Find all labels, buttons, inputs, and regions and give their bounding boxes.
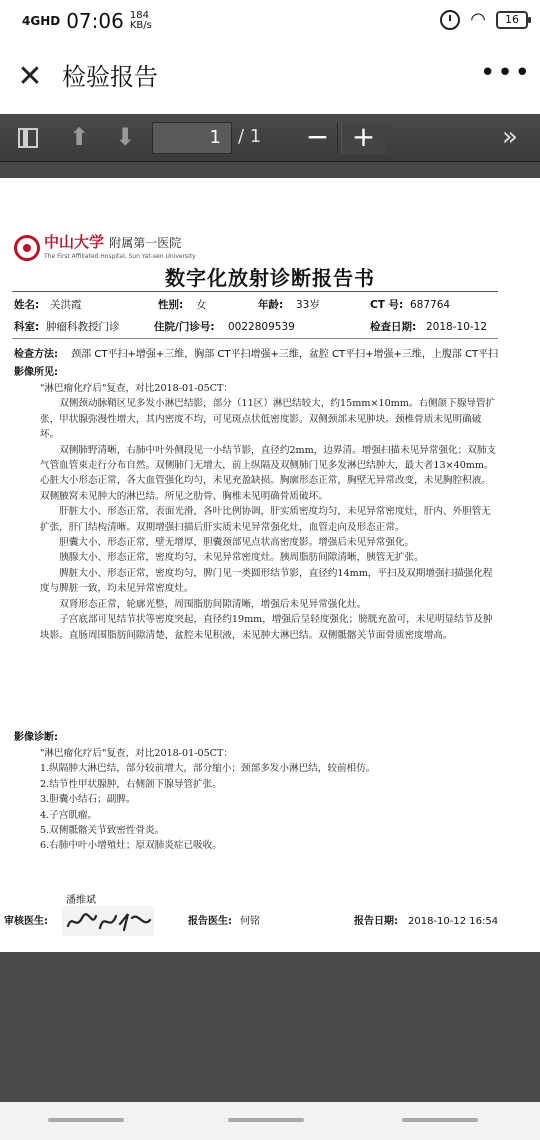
more-icon[interactable]: ••• [480,58,533,88]
ct-number: 687764 [410,299,451,311]
exam-method-row [14,348,540,362]
inpatient-number-label: 住院/门诊号: [154,321,215,333]
arrow-down-icon: ⬇ [114,123,136,151]
department: 肿瘤科教授门诊 [46,321,120,333]
report-date-label: 报告日期: [354,916,398,927]
report-page [0,178,540,952]
wifi-icon: ◠ [470,9,486,30]
inpatient-number: 0022809539 [228,321,295,333]
previous-page-button[interactable] [62,122,96,154]
double-chevron-right-icon: » [502,122,518,152]
diagnosis-label: 影像诊断: [14,732,58,743]
diagnosis-line: 4.子宫肌瘤。 [40,809,98,821]
diagnosis-line: 3.胆囊小结石；副脾。 [40,794,136,806]
logo-main-text: 中山大学 [44,233,105,251]
findings-paragraph: "淋巴瘤化疗后"复查，对比2018-01-05CT： [40,383,234,394]
patient-sex: 女 [196,299,207,311]
status-time: 07:06 [66,9,124,33]
findings-paragraph: 双肾形态正常，轮廓光整，周围脂肪间隙清晰，增强后未见异常强化灶。 [59,598,367,610]
findings-label: 影像所见: [14,367,58,378]
report-date: 2018-10-12 16:54 [408,916,499,927]
divider [12,291,498,292]
status-bar [0,0,540,42]
diagnosis-line: 1.纵隔肿大淋巴结，部分较前增大，部分缩小；颈部多发小淋巴结，较前相仿。 [40,763,376,775]
close-icon[interactable]: ✕ [17,59,43,94]
diagnosis-line: 6.右肺中叶小增殖灶；原双肺炎症已吸收。 [40,840,222,852]
findings-paragraph: 肝脏大小、形态正常，表面光滑，各叶比例协调，肝实质密度均匀，未见异常密度灶，肝内、外胆管无扩张，肝门结构清晰。双期增强扫描后肝实质未见异常强化灶，血管走向及形态正常。 [40,506,491,533]
nav-recents-indicator[interactable] [402,1118,478,1122]
ct-number-label: CT 号: [370,299,404,311]
app-header [0,42,540,114]
network-speed: 184 KB/s [129,10,152,31]
page-number-input[interactable]: 1 [152,122,232,154]
patient-age: 33岁 [296,299,320,311]
logo-english-text: The First Affiliated Hospital, Sun Yat-sen University [44,253,196,260]
sidebar-toggle-button[interactable] [12,122,44,154]
next-page-button[interactable] [108,122,142,154]
reporter-label: 报告医生: [188,916,232,927]
reviewer-label: 审核医生: [4,916,48,927]
page-title: 检验报告 [62,63,158,91]
zoom-in-button[interactable]: + [341,122,385,154]
diagnosis-text [40,746,500,854]
diagnosis-line: 2.结节性甲状腺肿，右侧颌下腺导管扩张。 [40,778,222,790]
report-title: 数字化放射诊断报告书 [165,266,375,290]
department-label: 科室: [14,321,40,333]
nav-home-indicator[interactable] [228,1118,304,1122]
divider [12,338,498,339]
zoom-out-button[interactable]: − [298,122,338,154]
findings-paragraph: 子宫底部可见结节状等密度突起，直径约19mm，增强后呈轻度强化；膀胱充盈可，未见明显结节及肿块影。直肠周围脂肪间隙清楚，盆腔未见积液，未见肿大淋巴结。双侧骶髂关节面骨质密度增高。 [40,614,493,641]
diagnosis-line: "淋巴瘤化疗后"复查，对比2018-01-05CT： [40,748,234,759]
pdf-viewer[interactable] [0,162,540,1102]
signature-row [4,911,534,933]
system-nav-bar [0,1102,540,1140]
reviewer-name: 潘维斌 [66,895,96,906]
alarm-icon [440,10,460,30]
name-label: 姓名: [14,299,40,311]
sex-label: 性别: [158,299,184,311]
hospital-logo [14,234,196,261]
nav-back-indicator[interactable] [48,1118,124,1122]
pdf-toolbar [0,114,540,162]
findings-paragraph: 脾脏大小、形态正常，密度均匀，脾门见一类圆形结节影，直径约14mm，平扫及双期增强扫描强化程度与脾脏一致，均未见异常密度灶。 [40,567,493,595]
findings-text [40,381,500,643]
logo-sub-text: 附属第一医院 [109,236,182,250]
reporter-name: 何铭 [240,916,260,927]
exam-method: 颈部 CT平扫+增强+三维，胸部 CT平扫增强+三维，盆腔 CT平扫+增强+三维，上腹部 CT平扫 [71,349,499,360]
exam-date-label: 检查日期: [370,321,417,333]
arrow-up-icon: ⬆ [68,123,90,151]
exam-method-label: 检查方法: [14,349,58,360]
hospital-seal-icon [14,235,40,261]
diagnosis-line: 5.双侧骶髂关节致密性骨炎。 [40,825,165,837]
more-tools-button[interactable] [494,122,526,154]
signal-indicator: 4GHD [22,14,61,28]
findings-paragraph: 胆囊大小、形态正常，壁无增厚，胆囊颈部见点状高密度影。增强后未见异常强化。 [59,537,415,549]
battery-indicator: 16 [496,11,528,29]
patient-name: 关洪霞 [50,299,82,311]
sidebar-icon [18,128,38,148]
page-total: / 1 [238,126,262,147]
findings-paragraph: 双侧颈动脉鞘区见多发小淋巴结影，部分（11区）淋巴结较大，约15mm×10mm。右侧颌下腺导管扩张，甲状腺弥漫性增大，其内密度不均，可见斑点状低密度影。双侧颈部未见肿块。颈椎骨质未见明确破坏。 [40,398,496,441]
findings-paragraph: 胰腺大小、形态正常，密度均匀，未见异常密度灶。胰周脂肪间隙清晰，胰管无扩张。 [59,552,424,564]
findings-paragraph: 双侧肺野清晰，右肺中叶外侧段见一小结节影，直径约2mm，边界清。增强扫描未见异常强化；双肺支气管血管束走行分布自然。双侧肺门无增大，前上纵隔及双侧肺门见多发淋巴结肿大，最大者13×40mm。心脏大小形态正常，各大血管强化均匀，未见充盈缺损。胸廓形态正常，胸壁无异常改变，未见胸腔积液。双侧腋窝未见肿大的淋巴结。所见之肋骨、胸椎未见明确骨质破坏。 [40,444,497,502]
age-label: 年龄: [258,299,284,311]
exam-date: 2018-10-12 [426,321,488,333]
viewer-background [0,952,540,1102]
